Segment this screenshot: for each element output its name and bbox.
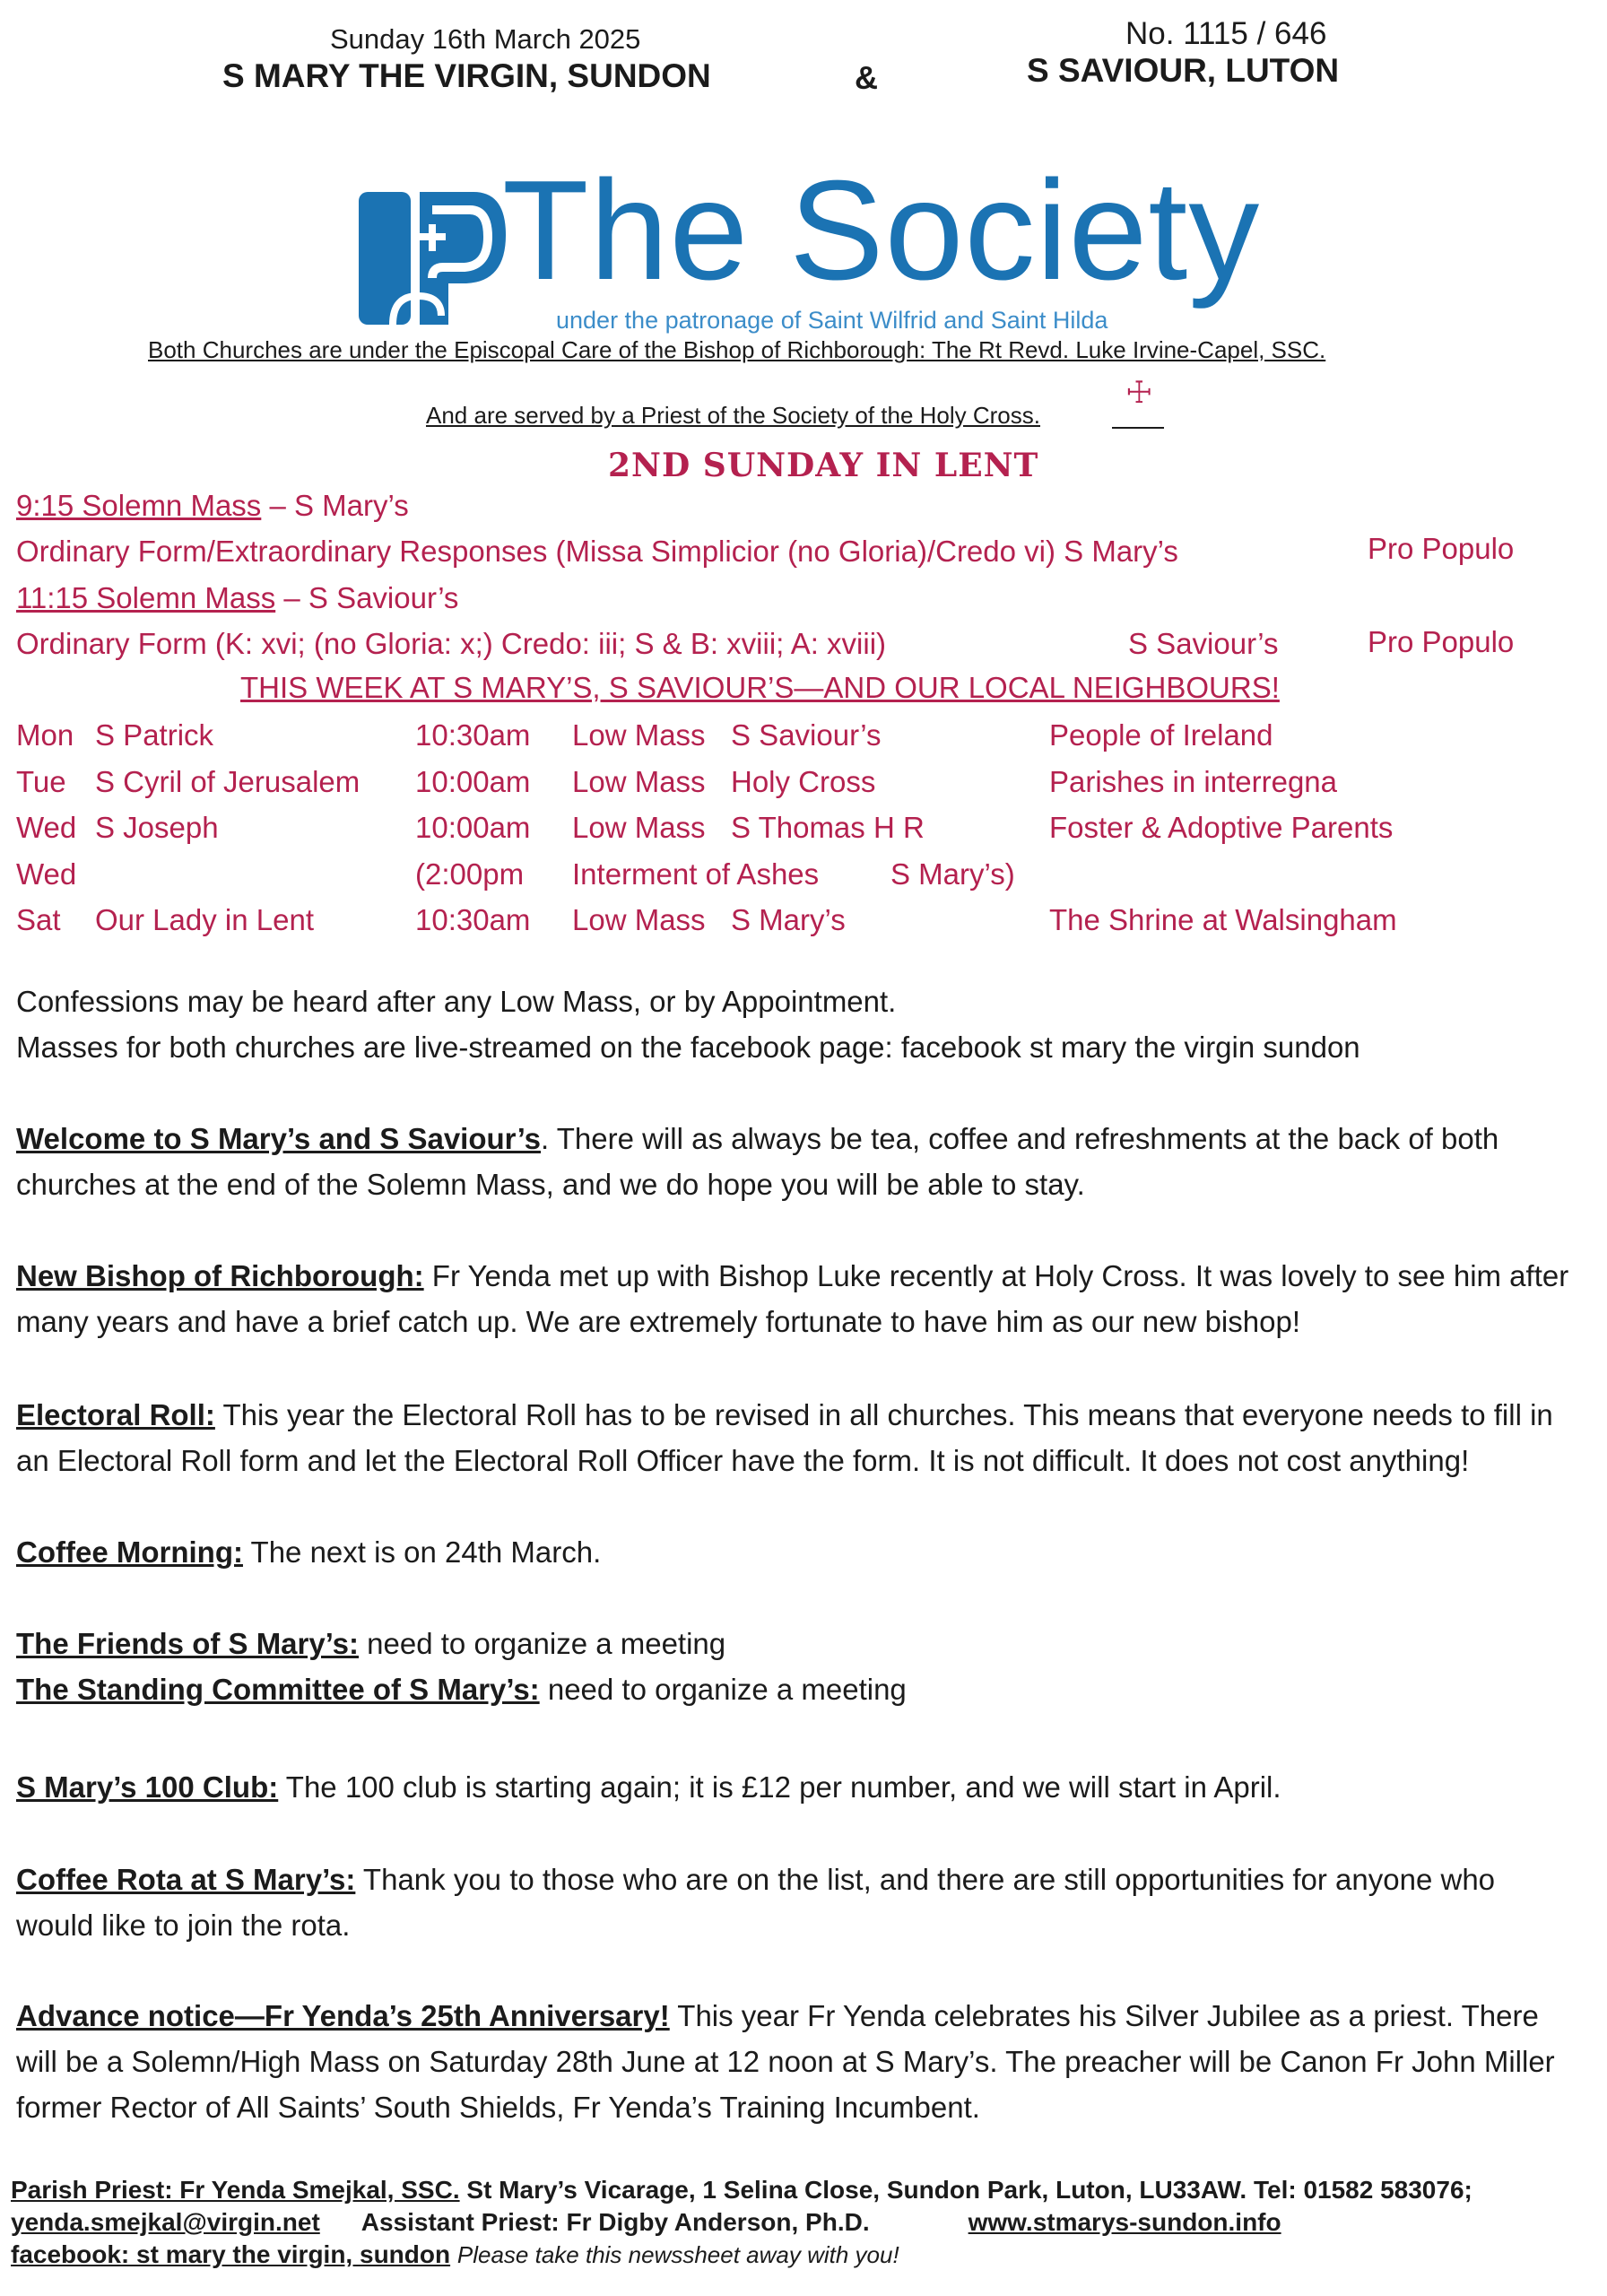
- mass1-place: – S Mary’s: [261, 489, 409, 522]
- week-church: S Saviour’s: [731, 718, 882, 752]
- week-intention: People of Ireland: [1049, 718, 1273, 752]
- notice-welcome: [16, 1116, 1577, 1207]
- notice-100-club: [16, 1764, 1577, 1810]
- notice-text: need to organize a meeting: [539, 1673, 907, 1706]
- notice-standing-committee: [16, 1666, 1577, 1712]
- served-by-line: And are served by a Priest of the Society of the Holy Cross.: [426, 402, 1040, 429]
- notice-heading: The Standing Committee of S Mary’s:: [16, 1673, 540, 1706]
- mass2-intention: Pro Populo: [1368, 625, 1515, 658]
- week-intention: The Shrine at Walsingham: [1049, 903, 1397, 936]
- week-time: 10:30am: [415, 718, 531, 752]
- church-name-luton: S SAVIOUR, LUTON: [1027, 52, 1340, 89]
- facebook-link[interactable]: facebook: st mary the virgin, sundon: [11, 2240, 451, 2268]
- church-name-sundon: S MARY THE VIRGIN, SUNDON: [222, 57, 711, 94]
- week-feast: Our Lady in Lent: [95, 903, 314, 936]
- notice-heading: S Mary’s 100 Club:: [16, 1770, 279, 1804]
- email-link[interactable]: yenda.smejkal@virgin.net: [11, 2208, 320, 2236]
- week-day: Wed: [16, 857, 77, 891]
- notice-text: The next is on 24th March.: [242, 1535, 602, 1569]
- mass2-form: Ordinary Form (K: xvi; (no Gloria: x;) Credo: iii; S & B: xviii; A: xviii): [16, 627, 887, 660]
- website-link[interactable]: www.stmarys-sundon.info: [968, 2208, 1281, 2236]
- week-mass: Low Mass: [572, 811, 706, 844]
- week-heading: THIS WEEK AT S MARY’S, S SAVIOUR’S—AND OUR LOCAL NEIGHBOURS!: [240, 671, 1280, 704]
- notice-electoral-roll: [16, 1392, 1577, 1483]
- mass2-church: S Saviour’s: [1128, 627, 1279, 660]
- week-intention: Parishes in interregna: [1049, 765, 1338, 798]
- vicarage-address: St Mary’s Vicarage, 1 Selina Close, Sundon Park, Luton, LU33AW. Tel: 01582 583076;: [459, 2176, 1472, 2204]
- notice-heading: The Friends of S Mary’s:: [16, 1627, 360, 1660]
- week-church: Holy Cross: [731, 765, 876, 798]
- cross-icon: ☩: [1125, 376, 1153, 410]
- ampersand: &: [855, 59, 878, 96]
- issue-date: Sunday 16th March 2025: [330, 23, 641, 55]
- week-church: S Mary’s): [890, 857, 1015, 891]
- society-logo-icon: [357, 190, 508, 334]
- mass1-time: 9:15 Solemn Mass: [16, 489, 262, 522]
- notice-text: Fr Yenda met up with Bishop Luke recently at Holy Cross. It was lovely to see him after many years and have a brief catch up. We are extremely fortunate to have him as our new bishop!: [16, 1259, 1569, 1338]
- week-time: 10:00am: [415, 765, 531, 798]
- week-church: S Mary’s: [731, 903, 846, 936]
- notice-coffee-rota: [16, 1857, 1577, 1948]
- notice-text: The 100 club is starting again; it is £12 per number, and we will start in April.: [278, 1770, 1281, 1804]
- notice-text: Thank you to those who are on the list, and there are still opportunities for anyone who would like to join the rota.: [16, 1863, 1496, 1942]
- notice-heading: Advance notice—Fr Yenda’s 25th Anniversary!: [16, 1999, 670, 2032]
- week-day: Sat: [16, 903, 61, 936]
- week-day: Tue: [16, 765, 66, 798]
- week-church: S Thomas H R: [731, 811, 925, 844]
- issue-number: No. 1115 / 646: [1125, 16, 1327, 51]
- week-intention: Foster & Adoptive Parents: [1049, 811, 1394, 844]
- notice-text: need to organize a meeting: [359, 1627, 726, 1660]
- divider: [1112, 427, 1164, 429]
- notice-text: This year Fr Yenda celebrates his Silver Jubilee as a priest. There will be a Solemn/High Mass on Saturday 28th June at 12 noon at S Mary’s. The preacher will be Canon Fr John Miller former Rector of All Saints’ South Shields, Fr Yenda’s Training Incumbent.: [16, 1999, 1555, 2124]
- takeaway-note: Please take this newssheet away with you!: [456, 2241, 899, 2268]
- week-mass: Low Mass: [572, 718, 706, 752]
- week-time: 10:00am: [415, 811, 531, 844]
- mass2-heading: [16, 581, 458, 615]
- notice-coffee-morning: [16, 1529, 1577, 1575]
- notice-text: This year the Electoral Roll has to be revised in all churches. This means that everyone needs to fill in an Electoral Roll form and let the Electoral Roll Officer have the form. It is not difficult. It does not cost anything!: [16, 1398, 1553, 1477]
- assistant-priest: Assistant Priest: Fr Digby Anderson, Ph.D.: [360, 2208, 870, 2236]
- mass1-form: Ordinary Form/Extraordinary Responses (Missa Simplicior (no Gloria)/Credo vi) S Mary’s: [16, 535, 1178, 568]
- confessions-note: Confessions may be heard after any Low Mass, or by Appointment.: [16, 985, 897, 1018]
- notice-text: . There will as always be tea, coffee and refreshments at the back of both churches at the end of the Solemn Mass, and we do hope you will be able to stay.: [16, 1122, 1499, 1201]
- sunday-title: 2ND SUNDAY IN LENT: [608, 447, 1039, 484]
- week-feast: S Joseph: [95, 811, 219, 844]
- notice-new-bishop: [16, 1253, 1577, 1344]
- mass1-heading: [16, 489, 409, 523]
- week-time: (2:00pm: [415, 857, 525, 891]
- week-day: Wed: [16, 811, 77, 844]
- mass2-place: – S Saviour’s: [275, 581, 459, 614]
- week-day: Mon: [16, 718, 74, 752]
- week-mass: Interment of Ashes: [572, 857, 820, 891]
- society-logo-subtitle: under the patronage of Saint Wilfrid and Saint Hilda: [556, 307, 1108, 334]
- notice-heading: Welcome to S Mary’s and S Saviour’s: [16, 1122, 542, 1155]
- week-time: 10:30am: [415, 903, 531, 936]
- notice-heading: Coffee Rota at S Mary’s:: [16, 1863, 356, 1896]
- week-mass: Low Mass: [572, 765, 706, 798]
- week-feast: S Patrick: [95, 718, 214, 752]
- notice-anniversary: [16, 1993, 1577, 2130]
- notice-heading: New Bishop of Richborough:: [16, 1259, 424, 1292]
- notice-friends: [16, 1621, 1577, 1666]
- episcopal-care-line: Both Churches are under the Episcopal Care of the Bishop of Richborough: The Rt Revd. Luke Irvine-Capel, SSC.: [148, 336, 1326, 363]
- week-feast: S Cyril of Jerusalem: [95, 765, 360, 798]
- week-mass: Low Mass: [572, 903, 706, 936]
- notice-heading: Coffee Morning:: [16, 1535, 243, 1569]
- livestream-note: Masses for both churches are live-streamed on the facebook page: facebook st mary the virgin sundon: [16, 1031, 1360, 1064]
- mass1-intention: Pro Populo: [1368, 532, 1515, 565]
- parish-priest: Parish Priest: Fr Yenda Smejkal, SSC.: [11, 2176, 460, 2204]
- notice-heading: Electoral Roll:: [16, 1398, 215, 1431]
- mass2-time: 11:15 Solemn Mass: [16, 581, 276, 614]
- footer-contact: [11, 2174, 1589, 2271]
- society-logo-title: The Society: [502, 152, 1261, 309]
